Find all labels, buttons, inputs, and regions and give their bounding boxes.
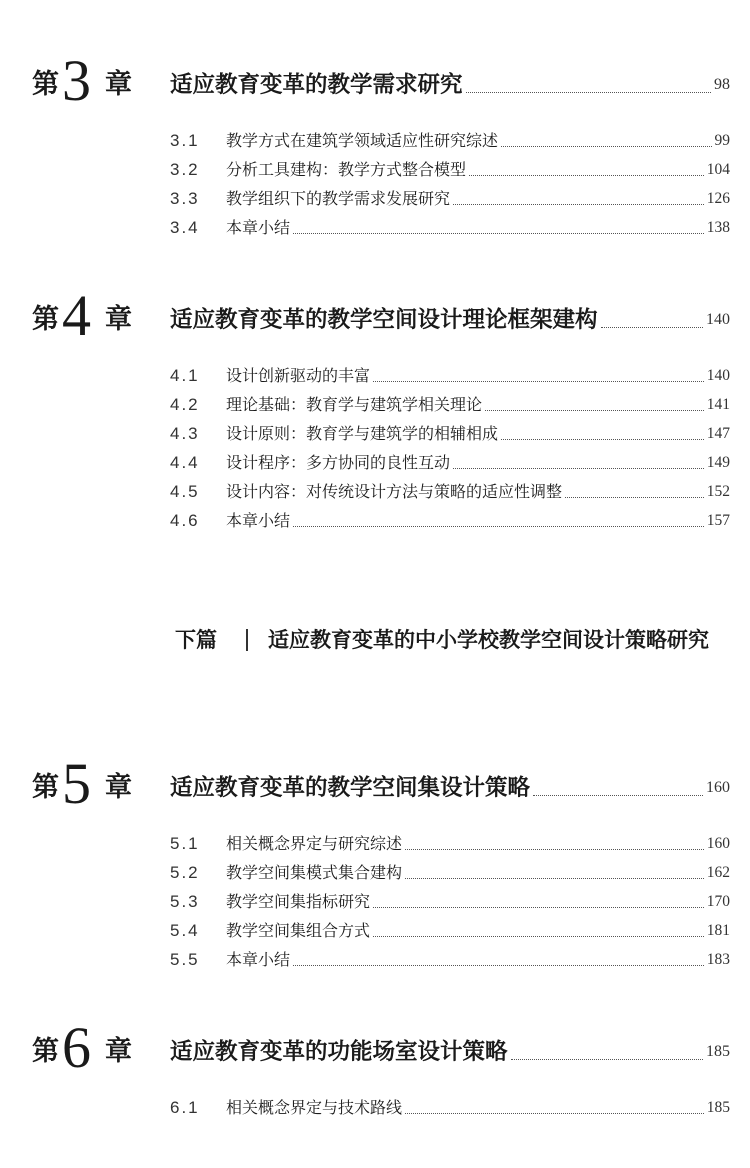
section-page-number: 181 (706, 922, 730, 939)
section-page-number: 138 (706, 219, 730, 236)
section-page-number: 185 (706, 1099, 730, 1116)
chapter-prefix: 第 (32, 69, 59, 100)
chapter-prefix: 第 (32, 304, 59, 335)
dot-leader (469, 175, 704, 176)
section-page-number: 141 (706, 396, 730, 413)
chapter-prefix: 第 (32, 772, 59, 803)
chapter-suffix: 章 (105, 1036, 132, 1067)
section-page-number: 183 (706, 951, 730, 968)
section-title: 本章小结 (226, 511, 291, 530)
section-page-number: 147 (706, 425, 730, 442)
section-number: 4.3 (170, 424, 200, 443)
section-number: 4.1 (170, 366, 200, 385)
section-page-number: 126 (706, 190, 730, 207)
dot-leader (453, 468, 704, 469)
dot-leader (485, 410, 704, 411)
dot-leader (405, 849, 704, 850)
section-page-number: 149 (706, 454, 730, 471)
section-number: 4.6 (170, 511, 200, 530)
dot-leader (405, 1113, 704, 1114)
chapter-heading (0, 751, 750, 818)
section-number: 5.5 (170, 950, 200, 969)
dot-leader (466, 92, 711, 93)
section-title: 教学组织下的教学需求发展研究 (226, 189, 451, 208)
dot-leader (601, 327, 703, 328)
part-divider (246, 629, 248, 651)
chapter-title-row[interactable] (170, 771, 730, 803)
section-page-number: 170 (706, 893, 730, 910)
toc-entry[interactable] (170, 126, 730, 154)
part-label: 下篇 (175, 628, 217, 652)
section-title: 设计程序：多方协同的良性互动 (226, 453, 451, 472)
section-title: 设计内容：对传统设计方法与策略的适应性调整 (226, 482, 563, 501)
section-title: 设计原则：教育学与建筑学的相辅相成 (226, 424, 499, 443)
toc-entry[interactable] (170, 361, 730, 389)
toc-entry[interactable] (170, 829, 730, 857)
section-page-number: 99 (714, 132, 730, 149)
chapter-page-number: 160 (706, 779, 730, 796)
section-title: 分析工具建构：教学方式整合模型 (226, 160, 467, 179)
chapter-number: 4 (62, 283, 91, 348)
dot-leader (293, 233, 704, 234)
section-number: 5.2 (170, 863, 200, 882)
section-title: 理论基础：教育学与建筑学相关理论 (226, 395, 483, 414)
chapter-number: 3 (62, 48, 91, 113)
chapter-title: 适应教育变革的教学空间集设计策略 (170, 775, 531, 801)
dot-leader (501, 146, 711, 147)
chapter-suffix: 章 (105, 304, 132, 335)
section-page-number: 104 (706, 161, 730, 178)
section-number: 5.3 (170, 892, 200, 911)
chapter-suffix: 章 (105, 772, 132, 803)
chapter-heading (0, 48, 750, 115)
toc-entry[interactable] (170, 1093, 730, 1121)
section-title: 设计创新驱动的丰富 (226, 366, 371, 385)
section-number: 5.1 (170, 834, 200, 853)
section-number: 3.2 (170, 160, 200, 179)
toc-entry[interactable] (170, 184, 730, 212)
chapter-prefix: 第 (32, 1036, 59, 1067)
section-page-number: 140 (706, 367, 730, 384)
section-title: 本章小结 (226, 950, 291, 969)
section-title: 本章小结 (226, 218, 291, 237)
chapter-heading (0, 1015, 750, 1082)
section-page-number: 157 (706, 512, 730, 529)
section-page-number: 152 (706, 483, 730, 500)
toc-entry[interactable] (170, 213, 730, 241)
chapter-heading (0, 283, 750, 350)
section-title: 教学方式在建筑学领域适应性研究综述 (226, 131, 499, 150)
part-title[interactable]: 适应教育变革的中小学校教学空间设计策略研究 (268, 628, 709, 652)
chapter-title-row[interactable] (170, 68, 730, 100)
section-title: 相关概念界定与研究综述 (226, 834, 403, 853)
dot-leader (373, 907, 704, 908)
part-heading (175, 625, 735, 695)
toc-entry[interactable] (170, 477, 730, 505)
toc-entry[interactable] (170, 858, 730, 886)
dot-leader (405, 878, 704, 879)
toc-entry[interactable] (170, 945, 730, 973)
chapter-title-row[interactable] (170, 1035, 730, 1067)
toc-entry[interactable] (170, 390, 730, 418)
section-number: 6.1 (170, 1098, 200, 1117)
section-number: 3.1 (170, 131, 200, 150)
section-title: 教学空间集指标研究 (226, 892, 371, 911)
section-number: 4.5 (170, 482, 200, 501)
chapter-page-number: 140 (706, 311, 730, 328)
chapter-title: 适应教育变革的功能场室设计策略 (170, 1039, 508, 1065)
dot-leader (373, 936, 704, 937)
section-page-number: 160 (706, 835, 730, 852)
toc-entry[interactable] (170, 448, 730, 476)
dot-leader (501, 439, 704, 440)
dot-leader (293, 526, 704, 527)
toc-entry[interactable] (170, 506, 730, 534)
section-number: 3.4 (170, 218, 200, 237)
section-title: 教学空间集模式集合建构 (226, 863, 403, 882)
chapter-title: 适应教育变革的教学空间设计理论框架建构 (170, 307, 598, 333)
dot-leader (453, 204, 704, 205)
toc-entry[interactable] (170, 419, 730, 447)
chapter-page-number: 185 (706, 1043, 730, 1060)
section-number: 3.3 (170, 189, 200, 208)
chapter-number: 6 (62, 1015, 91, 1080)
section-number: 4.2 (170, 395, 200, 414)
dot-leader (293, 965, 704, 966)
section-page-number: 162 (706, 864, 730, 881)
chapter-number: 5 (62, 751, 91, 816)
toc-entry[interactable] (170, 887, 730, 915)
dot-leader (533, 795, 703, 796)
section-title: 相关概念界定与技术路线 (226, 1098, 403, 1117)
dot-leader (565, 497, 704, 498)
section-number: 4.4 (170, 453, 200, 472)
section-title: 教学空间集组合方式 (226, 921, 371, 940)
dot-leader (511, 1059, 703, 1060)
toc-entry[interactable] (170, 155, 730, 183)
chapter-page-number: 98 (714, 76, 730, 93)
section-number: 5.4 (170, 921, 200, 940)
dot-leader (373, 381, 704, 382)
chapter-title: 适应教育变革的教学需求研究 (170, 72, 463, 98)
chapter-suffix: 章 (105, 69, 132, 100)
toc-entry[interactable] (170, 916, 730, 944)
chapter-title-row[interactable] (170, 303, 730, 335)
